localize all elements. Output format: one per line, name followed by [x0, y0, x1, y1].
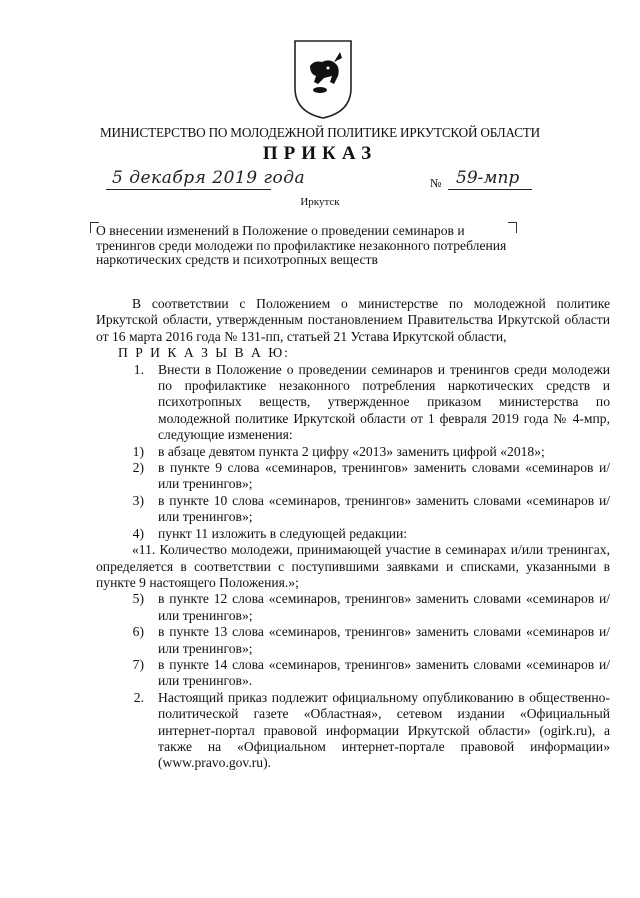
item-text: в пункте 12 слова «семинаров, тренингов» заменить словами «семинаров и/или тренингов»;: [158, 591, 610, 623]
list-item: [96, 493, 610, 526]
list-item: [96, 460, 610, 493]
order-number: 59-мпр: [456, 168, 520, 188]
paragraph-number: 2.: [133, 689, 144, 705]
order-subject: О внесении изменений в Положение о проведении семинаров и тренингов среди молодежи по профилактике незаконного потребления наркотических средств и психотропных веществ: [96, 223, 507, 267]
date-underline: [106, 189, 271, 190]
preamble: В соответствии с Положением о министерстве по молодежной политике Иркутской области, утвержденным постановлением Правительства Иркутской области от 16 марта 2016 года № 131-пп, статьей 21 Устава Иркутской области,: [96, 296, 610, 344]
quoted-paragraph: «11. Количество молодежи, принимающей участие в семинарах и/или тренингах, определяется в соответствии с поступившими заявками и списками, указанными в пункте 9 настоящего Положения.»;: [96, 542, 610, 590]
paragraph-text: Внести в Положение о проведении семинаров и тренингов среди молодежи по профилактике незаконного потребления наркотических средств и психотропных веществ, утвержденное приказом министерства по молодежной политике Иркутской области от 1 февраля 2019 года № 4-мпр, следующие изменения:: [158, 361, 610, 443]
paragraph-text: Настоящий приказ подлежит официальному опубликованию в общественно-политической газете «Областная», сетевом издании «Официальный интернет-портал правовой информации Иркутской области» (ogirk.ru), а также на «Официальном интернет-портале правовой информации» (www.pravo.gov.ru).: [158, 689, 610, 771]
number-label: №: [430, 176, 442, 190]
item-number: 7): [132, 656, 144, 672]
item-text: пункт 11 изложить в следующей редакции:: [158, 525, 408, 541]
ministry-name: МИНИСТЕРСТВО ПО МОЛОДЕЖНОЙ ПОЛИТИКЕ ИРКУТСКОЙ ОБЛАСТИ: [100, 125, 540, 140]
coat-of-arms-icon: [290, 38, 356, 120]
item-text: в пункте 13 слова «семинаров, тренингов» заменить словами «семинаров и/или тренингов»;: [158, 624, 610, 656]
list-item: [96, 624, 610, 657]
document-title: ПРИКАЗ: [262, 143, 378, 164]
subject-bracket-right: [508, 222, 517, 233]
item-number: 2): [132, 460, 144, 476]
item-text: в пункте 10 слова «семинаров, тренингов» заменить словами «семинаров и/или тренингов»;: [158, 492, 610, 525]
order-body: [96, 296, 610, 772]
item-number: 1): [132, 443, 144, 459]
list-item: [96, 444, 610, 460]
item-text: в пункте 14 слова «семинаров, тренингов» заменить словами «семинаров и/или тренингов».: [158, 656, 610, 689]
item-number: 3): [132, 492, 144, 508]
city: Иркутск: [300, 196, 340, 208]
item-number: 4): [132, 525, 144, 541]
number-underline: [448, 189, 532, 190]
paragraph-1: [96, 362, 610, 444]
list-item: [96, 657, 610, 690]
order-word: П Р И К А З Ы В А Ю:: [118, 345, 290, 361]
item-number: 5): [132, 591, 144, 607]
item-number: 6): [132, 624, 144, 640]
paragraph-2: [96, 690, 610, 772]
paragraph-number: 1.: [133, 361, 144, 377]
item-text: в пункте 9 слова «семинаров, тренингов» заменить словами «семинаров и/или тренингов»;: [158, 460, 610, 492]
list-item: [96, 526, 610, 542]
list-item: [96, 591, 610, 624]
item-text: в абзаце девятом пункта 2 цифру «2013» заменить цифрой «2018»;: [158, 443, 545, 459]
order-date: 5 декабря 2019 года: [112, 168, 306, 188]
